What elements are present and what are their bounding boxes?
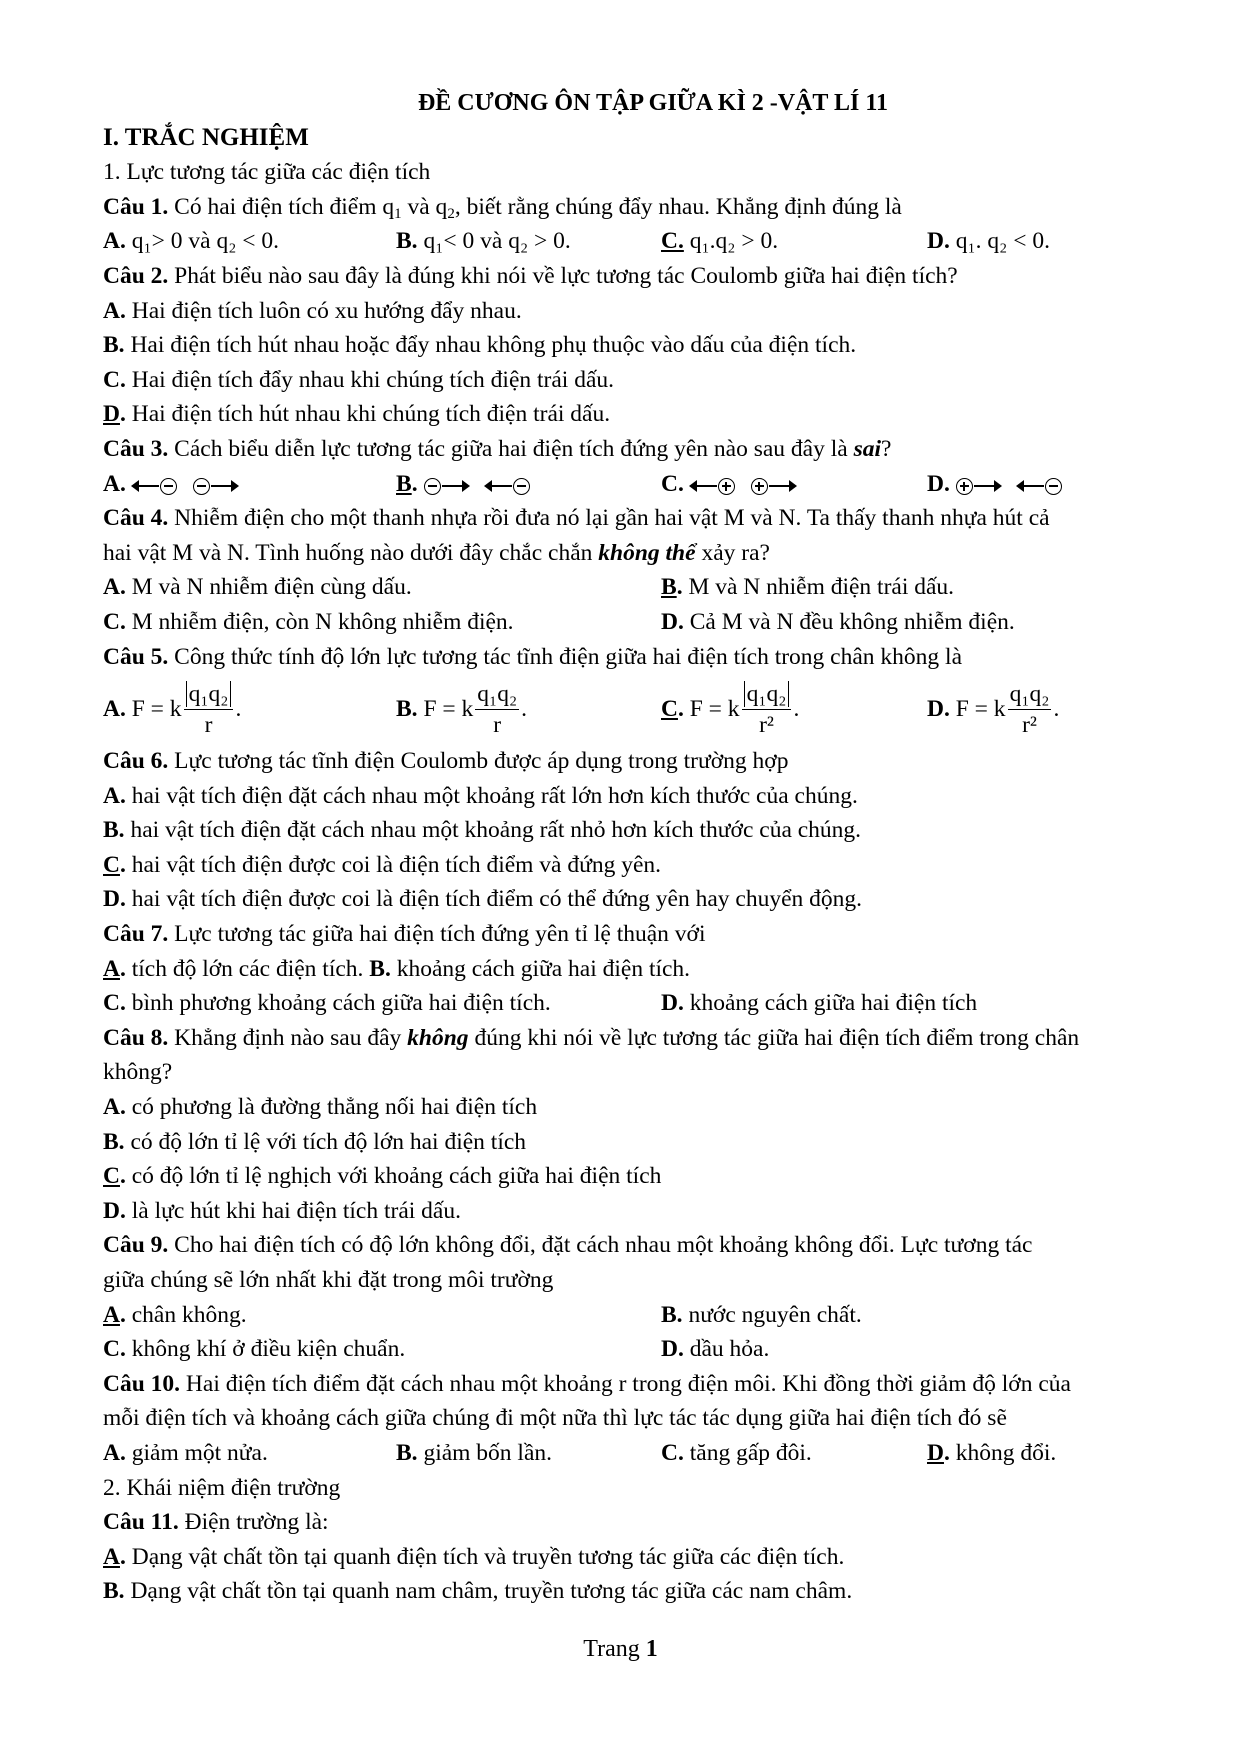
option-c: C. <box>661 467 927 502</box>
negative-charge-icon <box>424 478 441 495</box>
option-d: D. dầu hỏa. <box>661 1336 770 1363</box>
option-c: C. Hai điện tích đẩy nhau khi chúng tích điện trái dấu. <box>103 366 615 393</box>
question-9-options-row2 <box>103 1332 1163 1367</box>
question-4-options-row1 <box>103 570 1163 605</box>
formula-fraction: $\frac{\text{q₁q₂}}{\text{r²}}$ <box>742 679 792 740</box>
force-diagram-icon <box>424 468 530 503</box>
option-a: A. chân không. <box>103 1301 247 1328</box>
option-c: C. bình phương khoảng cách giữa hai điện tích. <box>103 990 551 1017</box>
option-a: A. M và N nhiễm điện cùng dấu. <box>103 574 412 601</box>
option-d: D. F = k $\frac{\text{q₁q₂}}{\text{r²}}$ . <box>927 680 1060 738</box>
option-c: C. tăng gấp đôi. <box>661 1439 812 1466</box>
arrow-left-icon <box>133 485 159 487</box>
negative-charge-icon <box>160 478 177 495</box>
page-footer <box>0 1636 1241 1663</box>
question-4-cont: hai vật M và N. Tình huống nào dưới đây chắc chắn không thể xảy ra? <box>103 539 770 566</box>
question-9-options-row1 <box>103 1298 1163 1333</box>
question-8-cont: không? <box>103 1059 173 1086</box>
question-7-options-row1: A. tích độ lớn các điện tích. B. khoảng cách giữa hai điện tích. <box>103 955 691 982</box>
option-a: A. hai vật tích điện đặt cách nhau một khoảng rất lớn hơn kích thước của chúng. <box>103 782 858 809</box>
positive-charge-icon <box>956 478 973 495</box>
option-d: D. khoảng cách giữa hai điện tích <box>661 990 978 1017</box>
option-d: D. là lực hút khi hai điện tích trái dấu. <box>103 1197 461 1224</box>
option-b: B. hai vật tích điện đặt cách nhau một khoảng rất nhỏ hơn kích thước của chúng. <box>103 817 862 844</box>
formula-fraction: $\frac{\text{q₁q₂}}{r}$ <box>184 679 234 740</box>
option-d: D. không đổi. <box>927 1439 1057 1466</box>
arrow-right-icon <box>442 485 468 487</box>
option-a: A. Hai điện tích luôn có xu hướng đẩy nhau. <box>103 297 522 324</box>
question-4-options-row2 <box>103 605 1163 640</box>
negative-charge-icon <box>513 478 530 495</box>
option-b: B. Dạng vật chất tồn tại quanh nam châm, truyền tương tác giữa các nam châm. <box>103 1578 853 1605</box>
option-d: D. hai vật tích điện được coi là điện tích điểm có thể đứng yên hay chuyển động. <box>103 886 863 913</box>
question-9-cont: giữa chúng sẽ lớn nhất khi đặt trong môi trường <box>103 1267 554 1293</box>
arrow-right-icon <box>974 485 1000 487</box>
section-heading: I. TRẮC NGHIỆM <box>103 123 309 151</box>
option-b: B. M và N nhiễm điện trái dấu. <box>661 574 955 601</box>
question-6: Câu 6. Lực tương tác tĩnh điện Coulomb được áp dụng trong trường hợp <box>103 748 789 775</box>
page-number: 1 <box>645 1636 658 1662</box>
option-a: A. có phương là đường thẳng nối hai điện tích <box>103 1094 538 1121</box>
question-7-options-row2 <box>103 986 1163 1021</box>
question-1-options <box>103 224 1163 259</box>
question-4: Câu 4. Nhiễm điện cho một thanh nhựa rồi đưa nó lại gần hai vật M và N. Ta thấy thanh nhựa hút cả <box>103 505 1050 532</box>
option-d: D. <box>927 467 1062 502</box>
force-diagram-icon <box>690 468 796 503</box>
option-c: C. không khí ở điều kiện chuẩn. <box>103 1336 406 1363</box>
arrow-left-icon <box>691 485 717 487</box>
question-5-options <box>103 674 1163 744</box>
question-5: Câu 5. Công thức tính độ lớn lực tương tác tĩnh điện giữa hai điện tích trong chân không là <box>103 643 963 670</box>
option-b: B. q₁< 0 và q₂ > 0. <box>396 228 571 255</box>
option-d: D. q₁. q₂ < 0. <box>927 228 1050 255</box>
subsection-heading: 1. Lực tương tác giữa các điện tích <box>103 159 431 186</box>
negative-charge-icon <box>193 478 210 495</box>
question-8: Câu 8. Khẳng định nào sau đây không đúng khi nói về lực tương tác giữa hai điện tích điểm trong chân <box>103 1024 1080 1051</box>
option-a: A. <box>103 467 396 502</box>
option-a: A. F = k $\frac{\text{q₁q₂}}{r}$ . <box>103 680 242 738</box>
document-body <box>103 86 1163 1609</box>
question-text: , biết rằng chúng đẩy nhau. Khẳng định đúng là <box>454 193 902 220</box>
option-b: B. giảm bốn lần. <box>396 1439 553 1466</box>
subsection-heading: 2. Khái niệm điện trường <box>103 1474 341 1501</box>
positive-charge-icon <box>751 478 768 495</box>
force-diagram-icon <box>956 468 1062 503</box>
question-7: Câu 7. Lực tương tác giữa hai điện tích đứng yên tỉ lệ thuận với <box>103 921 706 948</box>
question-10-options <box>103 1436 1163 1471</box>
option-a: A. q₁> 0 và q₂ < 0. <box>103 228 280 255</box>
formula-fraction: $\frac{\text{q₁q₂}}{r}$ <box>477 680 518 738</box>
question-11: Câu 11. Điện trường là: <box>103 1509 329 1536</box>
arrow-right-icon <box>211 485 237 487</box>
option-b: B. <box>396 467 661 502</box>
option-d: D. Hai điện tích hút nhau khi chúng tích điện trái dấu. <box>103 401 611 428</box>
option-b: B. nước nguyên chất. <box>661 1301 862 1328</box>
question-9: Câu 9. Cho hai điện tích có độ lớn không đổi, đặt cách nhau một khoảng không đổi. Lực tương tác <box>103 1232 1033 1259</box>
option-c: C. q₁.q₂ > 0. <box>661 228 779 255</box>
option-c: C. hai vật tích điện được coi là điện tích điểm và đứng yên. <box>103 851 662 878</box>
arrow-left-icon <box>1018 485 1044 487</box>
option-b: B. Hai điện tích hút nhau hoặc đẩy nhau không phụ thuộc vào dấu của điện tích. <box>103 332 857 359</box>
question-text: Có hai điện tích điểm q <box>168 193 395 220</box>
option-d: D. Cả M và N đều không nhiễm điện. <box>661 608 1015 635</box>
question-1: Câu 1. Có hai điện tích điểm $q_1$ và $q_2$, biết rằng chúng đẩy nhau. Khẳng định đúng là <box>103 193 902 222</box>
option-a: A. giảm một nửa. <box>103 1439 268 1466</box>
question-10: Câu 10. Hai điện tích điểm đặt cách nhau một khoảng r trong điện môi. Khi đồng thời giảm độ lớn của <box>103 1370 1071 1397</box>
question-text: và q <box>401 193 448 220</box>
document-title: ĐỀ CƯƠNG ÔN TẬP GIỮA KÌ 2 -VẬT LÍ 11 <box>417 90 889 116</box>
page-label: Trang <box>583 1636 646 1662</box>
option-b: B. có độ lớn tỉ lệ với tích độ lớn hai điện tích <box>103 1128 527 1155</box>
force-diagram-icon <box>132 468 238 503</box>
arrow-right-icon <box>769 485 795 487</box>
option-a: A. Dạng vật chất tồn tại quanh điện tích và truyền tương tác giữa các điện tích. <box>103 1543 845 1570</box>
option-c: C . F = k $\frac{\text{q₁q₂}}{\text{r²}}$ . <box>661 680 800 738</box>
question-3: Câu 3. Cách biểu diễn lực tương tác giữa hai điện tích đứng yên nào sau đây là sai? <box>103 435 892 462</box>
option-c: C. M nhiễm điện, còn N không nhiễm điện. <box>103 608 514 635</box>
negative-charge-icon <box>1045 478 1062 495</box>
formula-fraction: $\frac{\text{q₁q₂}}{\text{r²}}$ <box>1009 680 1050 738</box>
question-label: Câu 1. <box>103 193 169 220</box>
question-10-cont: mỗi điện tích và khoảng cách giữa chúng đi một nữa thì lực tác tác dụng giữa hai điện tích đó sẽ <box>103 1405 1007 1432</box>
question-3-options <box>103 467 1163 502</box>
option-b: B. F = k $\frac{\text{q₁q₂}}{r}$ . <box>396 680 528 738</box>
question-2: Câu 2. Phát biểu nào sau đây là đúng khi nói về lực tương tác Coulomb giữa hai điện tích? <box>103 262 958 289</box>
option-c: C. có độ lớn tỉ lệ nghịch với khoảng cách giữa hai điện tích <box>103 1163 662 1190</box>
positive-charge-icon <box>718 478 735 495</box>
arrow-left-icon <box>486 485 512 487</box>
